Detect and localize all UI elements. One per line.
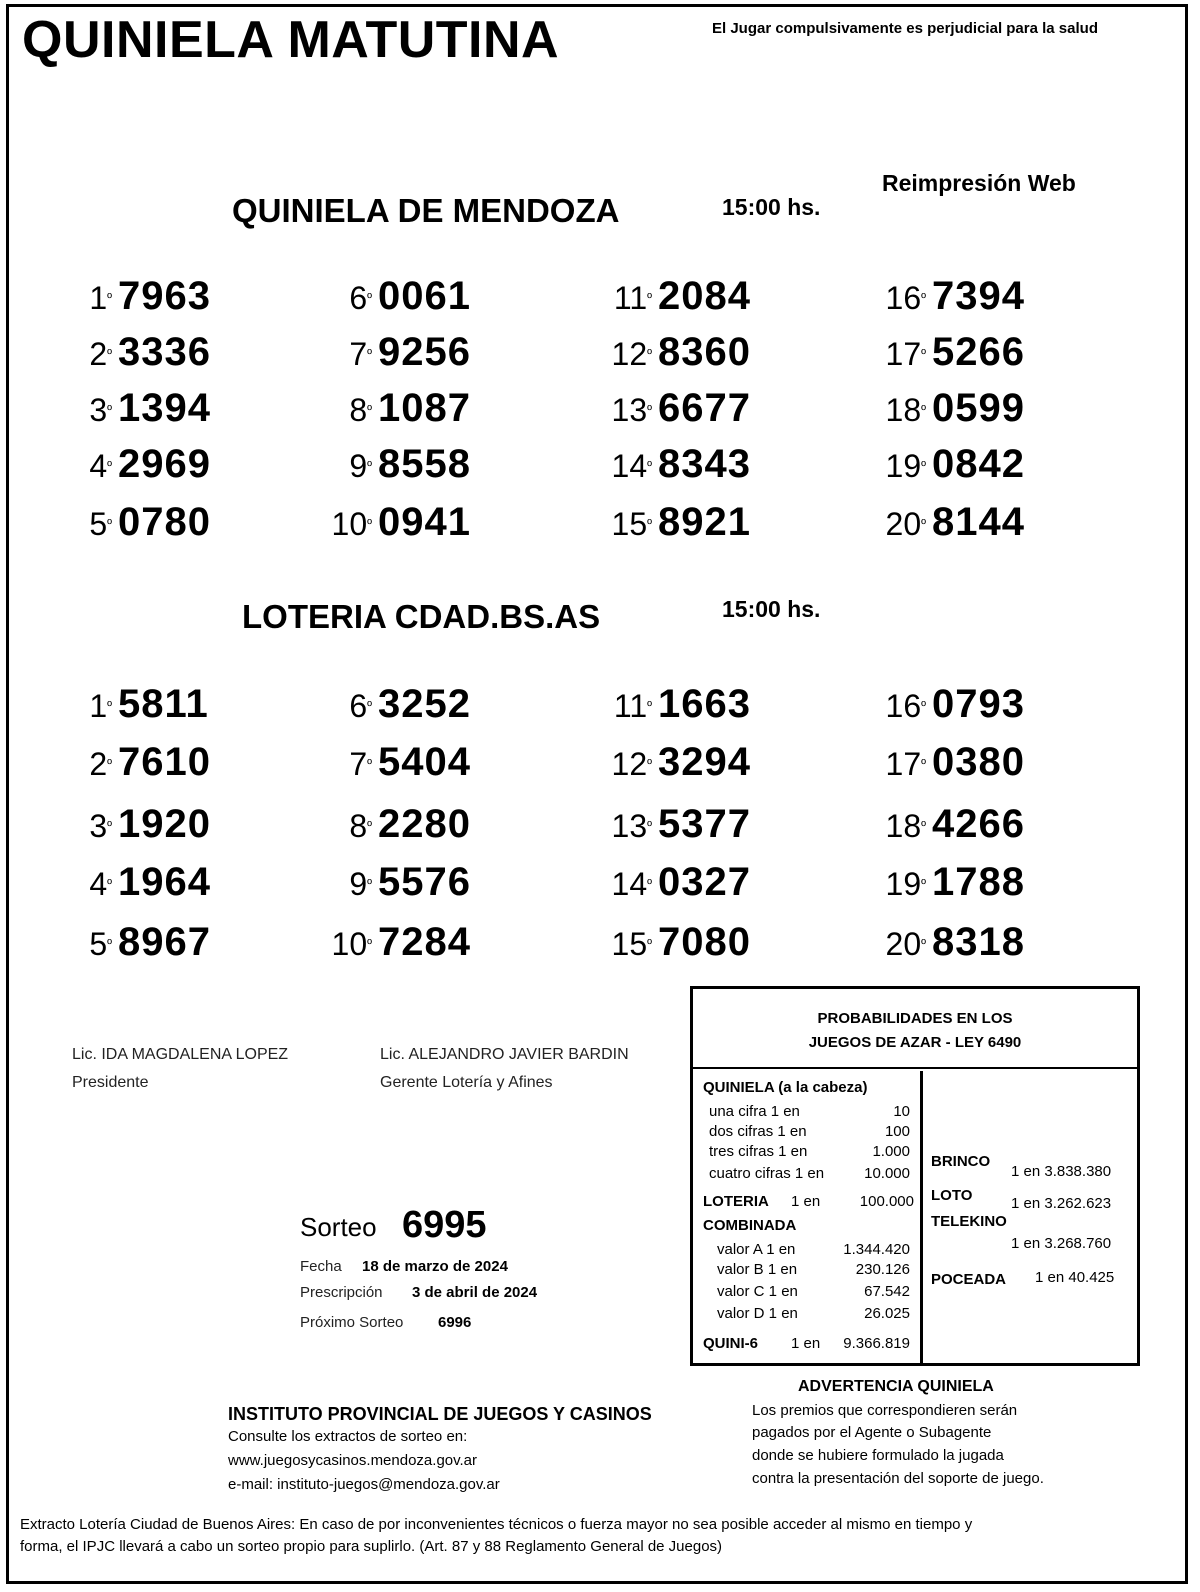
result-position-wrap xyxy=(864,808,926,845)
institute-email-link[interactable]: e-mail: instituto-juegos@mendoza.gov.ar xyxy=(228,1476,500,1493)
quiniela-prob-label: cuatro cifras 1 en xyxy=(709,1165,825,1182)
result-position-wrap xyxy=(864,866,926,903)
ordinal-mark: º xyxy=(107,516,112,532)
result-cell xyxy=(310,500,510,545)
result-position: 4 xyxy=(89,866,108,902)
result-cell xyxy=(50,740,250,785)
combinada-prob-title: COMBINADA xyxy=(703,1217,797,1234)
result-number: 0061 xyxy=(378,274,471,318)
result-cell xyxy=(590,330,790,375)
probabilities-box xyxy=(690,986,1140,1366)
quiniela-prob-value: 10 xyxy=(893,1103,910,1120)
result-position-wrap xyxy=(864,688,926,725)
result-position: 16 xyxy=(885,688,922,724)
advertencia-line: Los premios que correspondieren serán xyxy=(752,1402,1018,1419)
result-number: 5404 xyxy=(378,740,471,784)
results-row xyxy=(50,330,1150,382)
result-cell xyxy=(50,274,250,319)
result-cell xyxy=(590,500,790,545)
result-position-wrap xyxy=(590,926,652,963)
result-position-wrap xyxy=(310,866,372,903)
ordinal-mark: º xyxy=(921,756,926,772)
result-cell xyxy=(310,330,510,375)
result-number: 7080 xyxy=(658,920,751,964)
result-position-wrap xyxy=(50,866,112,903)
result-cell xyxy=(864,274,1064,319)
result-position: 18 xyxy=(885,808,922,844)
result-position-wrap xyxy=(310,392,372,429)
result-position: 14 xyxy=(611,866,648,902)
draw-date: 18 de marzo de 2024 xyxy=(362,1258,508,1275)
result-position-wrap xyxy=(50,336,112,373)
result-number: 2084 xyxy=(658,274,751,318)
result-number: 0842 xyxy=(932,442,1025,486)
institute-consult-text: Consulte los extractos de sorteo en: xyxy=(228,1428,468,1445)
result-position-wrap xyxy=(50,926,112,963)
ordinal-mark: º xyxy=(921,458,926,474)
quiniela-prob-label: una cifra 1 en xyxy=(709,1103,800,1120)
result-position: 4 xyxy=(89,448,108,484)
ordinal-mark: º xyxy=(107,876,112,892)
section-time-mendoza: 15:00 hs. xyxy=(722,194,821,220)
signature-name-2: Lic. ALEJANDRO JAVIER BARDIN xyxy=(380,1046,629,1063)
result-number: 2969 xyxy=(118,442,211,486)
result-cell xyxy=(310,274,510,319)
ordinal-mark: º xyxy=(647,290,652,306)
result-position-wrap xyxy=(50,448,112,485)
ordinal-mark: º xyxy=(367,290,372,306)
result-position: 17 xyxy=(885,746,922,782)
result-position: 13 xyxy=(611,392,648,428)
result-cell xyxy=(590,442,790,487)
results-row xyxy=(50,274,1150,326)
result-position: 20 xyxy=(885,926,922,962)
ordinal-mark: º xyxy=(921,290,926,306)
result-number: 8921 xyxy=(658,500,751,544)
result-position: 5 xyxy=(89,926,108,962)
result-cell xyxy=(864,802,1064,847)
result-position-wrap xyxy=(864,506,926,543)
ordinal-mark: º xyxy=(367,818,372,834)
result-position-wrap xyxy=(50,688,112,725)
result-position: 6 xyxy=(349,280,368,316)
result-number: 1788 xyxy=(932,860,1025,904)
result-number: 1087 xyxy=(378,386,471,430)
result-number: 7963 xyxy=(118,274,211,318)
result-cell xyxy=(310,740,510,785)
result-cell xyxy=(50,920,250,965)
ordinal-mark: º xyxy=(107,756,112,772)
result-position: 13 xyxy=(611,808,648,844)
ordinal-mark: º xyxy=(107,346,112,362)
result-number: 0380 xyxy=(932,740,1025,784)
result-number: 2280 xyxy=(378,802,471,846)
result-position-wrap xyxy=(310,688,372,725)
ordinal-mark: º xyxy=(107,290,112,306)
advertencia-line: donde se hubiere formulado la jugada xyxy=(752,1447,1004,1464)
result-position: 9 xyxy=(349,866,368,902)
result-position: 3 xyxy=(89,392,108,428)
ordinal-mark: º xyxy=(647,346,652,362)
quiniela-prob-label: dos cifras 1 en xyxy=(709,1123,807,1140)
result-number: 0327 xyxy=(658,860,751,904)
result-position: 3 xyxy=(89,808,108,844)
result-cell xyxy=(310,386,510,431)
ordinal-mark: º xyxy=(647,876,652,892)
section-time-loteria: 15:00 hs. xyxy=(722,596,821,622)
probabilities-title-line2: JUEGOS DE AZAR - LEY 6490 xyxy=(808,1034,1022,1051)
combinada-prob-value: 26.025 xyxy=(864,1305,910,1322)
next-draw-label: Próximo Sorteo xyxy=(300,1314,404,1331)
signature-role-1: Presidente xyxy=(72,1074,149,1091)
result-number: 9256 xyxy=(378,330,471,374)
result-position-wrap xyxy=(864,392,926,429)
result-position: 5 xyxy=(89,506,108,542)
combinada-prob-value: 1.344.420 xyxy=(843,1241,910,1258)
ordinal-mark: º xyxy=(647,402,652,418)
result-position: 9 xyxy=(349,448,368,484)
ordinal-mark: º xyxy=(107,402,112,418)
page-title: QUINIELA MATUTINA xyxy=(22,11,560,69)
ordinal-mark: º xyxy=(921,402,926,418)
result-number: 7610 xyxy=(118,740,211,784)
draw-prescription: 3 de abril de 2024 xyxy=(412,1284,538,1301)
result-position: 7 xyxy=(349,746,368,782)
results-row xyxy=(50,500,1150,552)
result-position-wrap xyxy=(864,746,926,783)
result-position: 14 xyxy=(611,448,648,484)
result-cell xyxy=(50,860,250,905)
result-number: 3252 xyxy=(378,682,471,726)
result-position: 15 xyxy=(611,926,648,962)
result-cell xyxy=(50,442,250,487)
ordinal-mark: º xyxy=(647,458,652,474)
quiniela-prob-value: 1.000 xyxy=(872,1143,910,1160)
quiniela-prob-value: 100 xyxy=(884,1123,910,1140)
result-cell xyxy=(50,386,250,431)
result-position-wrap xyxy=(310,336,372,373)
quini6-prob-en: 1 en xyxy=(791,1335,821,1352)
result-number: 8144 xyxy=(932,500,1025,544)
result-position: 1 xyxy=(89,688,108,724)
result-number: 6677 xyxy=(658,386,751,430)
ordinal-mark: º xyxy=(921,346,926,362)
result-cell xyxy=(864,920,1064,965)
results-row xyxy=(50,920,1150,972)
result-number: 8343 xyxy=(658,442,751,486)
result-position: 18 xyxy=(885,392,922,428)
result-position-wrap xyxy=(590,392,652,429)
ordinal-mark: º xyxy=(647,936,652,952)
result-cell xyxy=(590,386,790,431)
result-cell xyxy=(590,860,790,905)
result-number: 1964 xyxy=(118,860,211,904)
result-position: 2 xyxy=(89,746,108,782)
ordinal-mark: º xyxy=(647,698,652,714)
result-cell xyxy=(590,802,790,847)
ordinal-mark: º xyxy=(647,756,652,772)
ordinal-mark: º xyxy=(367,402,372,418)
result-cell xyxy=(50,330,250,375)
ordinal-mark: º xyxy=(921,876,926,892)
result-position-wrap xyxy=(50,808,112,845)
institute-website-link[interactable]: www.juegosycasinos.mendoza.gov.ar xyxy=(228,1452,478,1469)
result-cell xyxy=(310,920,510,965)
result-cell xyxy=(310,442,510,487)
result-cell xyxy=(310,802,510,847)
result-number: 5377 xyxy=(658,802,751,846)
ordinal-mark: º xyxy=(107,818,112,834)
result-position-wrap xyxy=(864,926,926,963)
result-position: 1 xyxy=(89,280,108,316)
result-position: 16 xyxy=(885,280,922,316)
result-cell xyxy=(864,682,1064,727)
loto-prob-label: LOTO xyxy=(931,1187,973,1204)
result-position-wrap xyxy=(50,746,112,783)
result-cell xyxy=(590,682,790,727)
result-number: 1663 xyxy=(658,682,751,726)
ordinal-mark: º xyxy=(921,516,926,532)
quini6-prob-value: 9.366.819 xyxy=(843,1335,910,1352)
result-number: 8318 xyxy=(932,920,1025,964)
result-position: 19 xyxy=(885,866,922,902)
results-row xyxy=(50,802,1150,854)
result-number: 8360 xyxy=(658,330,751,374)
result-position-wrap xyxy=(590,808,652,845)
draw-date-label: Fecha xyxy=(300,1258,342,1275)
result-position: 6 xyxy=(349,688,368,724)
result-number: 4266 xyxy=(932,802,1025,846)
result-position-wrap xyxy=(50,280,112,317)
quiniela-prob-label: tres cifras 1 en xyxy=(709,1143,808,1160)
poceada-prob-value: 1 en 40.425 xyxy=(1035,1269,1115,1286)
result-position: 17 xyxy=(885,336,922,372)
result-position-wrap xyxy=(590,866,652,903)
result-number: 5266 xyxy=(932,330,1025,374)
ordinal-mark: º xyxy=(107,698,112,714)
result-number: 0793 xyxy=(932,682,1025,726)
results-row xyxy=(50,860,1150,912)
result-position: 11 xyxy=(613,688,648,724)
result-position: 7 xyxy=(349,336,368,372)
result-position-wrap xyxy=(864,336,926,373)
footer-note-line1: Extracto Lotería Ciudad de Buenos Aires: En caso de por inconvenientes técnicos o fuerza mayor no sea posible acceder al mismo en tiempo y xyxy=(20,1516,973,1533)
advertencia-title: ADVERTENCIA QUINIELA xyxy=(798,1378,994,1395)
combinada-prob-value: 67.542 xyxy=(864,1283,910,1300)
results-row xyxy=(50,740,1150,792)
result-number: 8967 xyxy=(118,920,211,964)
ordinal-mark: º xyxy=(367,516,372,532)
result-number: 5811 xyxy=(118,682,209,726)
loteria-prob-en: 1 en xyxy=(791,1193,821,1210)
result-position-wrap xyxy=(590,746,652,783)
results-row xyxy=(50,682,1150,734)
result-position: 2 xyxy=(89,336,108,372)
result-position-wrap xyxy=(310,280,372,317)
result-position-wrap xyxy=(590,448,652,485)
result-position: 12 xyxy=(611,336,648,372)
combinada-prob-label: valor A 1 en xyxy=(717,1241,796,1258)
result-position: 19 xyxy=(885,448,922,484)
institute-name: INSTITUTO PROVINCIAL DE JUEGOS Y CASINOS xyxy=(228,1404,652,1424)
result-number: 1394 xyxy=(118,386,211,430)
ordinal-mark: º xyxy=(367,458,372,474)
result-cell xyxy=(50,500,250,545)
result-cell xyxy=(590,740,790,785)
ordinal-mark: º xyxy=(647,516,652,532)
quiniela-prob-value: 10.000 xyxy=(864,1165,910,1182)
next-draw-number: 6996 xyxy=(438,1314,472,1331)
ordinal-mark: º xyxy=(367,876,372,892)
brinco-prob-value: 1 en 3.838.380 xyxy=(1011,1163,1112,1180)
result-number: 3294 xyxy=(658,740,751,784)
combinada-prob-label: valor B 1 en xyxy=(717,1261,798,1278)
result-number: 5576 xyxy=(378,860,471,904)
result-number: 7284 xyxy=(378,920,471,964)
result-cell xyxy=(310,682,510,727)
draw-label: Sorteo xyxy=(300,1212,377,1242)
result-position: 12 xyxy=(611,746,648,782)
ordinal-mark: º xyxy=(647,818,652,834)
result-number: 3336 xyxy=(118,330,211,374)
result-cell xyxy=(50,682,250,727)
result-position-wrap xyxy=(590,336,652,373)
results-row xyxy=(50,442,1150,494)
ordinal-mark: º xyxy=(367,756,372,772)
result-number: 0780 xyxy=(118,500,211,544)
loto-prob-value: 1 en 3.262.623 xyxy=(1011,1195,1112,1212)
quiniela-prob-title: QUINIELA (a la cabeza) xyxy=(703,1079,868,1096)
results-row xyxy=(50,386,1150,438)
combinada-prob-label: valor D 1 en xyxy=(717,1305,798,1322)
result-position: 10 xyxy=(331,926,368,962)
draw-prescription-label: Prescripción xyxy=(300,1284,383,1301)
result-number: 0599 xyxy=(932,386,1025,430)
combinada-prob-label: valor C 1 en xyxy=(717,1283,798,1300)
advertencia-line: pagados por el Agente o Subagente xyxy=(752,1424,992,1441)
result-position: 11 xyxy=(613,280,648,316)
result-position-wrap xyxy=(50,506,112,543)
result-position-wrap xyxy=(310,926,372,963)
result-cell xyxy=(864,740,1064,785)
result-cell xyxy=(310,860,510,905)
probabilities-header xyxy=(693,989,1137,1069)
ordinal-mark: º xyxy=(921,936,926,952)
result-position-wrap xyxy=(590,506,652,543)
result-cell xyxy=(590,274,790,319)
result-position-wrap xyxy=(310,448,372,485)
result-cell xyxy=(864,386,1064,431)
footer-note-line2: forma, el IPJC llevará a cabo un sorteo propio para suplirlo. (Art. 87 y 88 Reglamento General de Juegos) xyxy=(20,1538,723,1555)
section-title-mendoza: QUINIELA DE MENDOZA xyxy=(232,192,620,229)
brinco-prob-label: BRINCO xyxy=(931,1153,991,1170)
section-title-loteria: LOTERIA CDAD.BS.AS xyxy=(242,598,601,635)
result-number: 1920 xyxy=(118,802,211,846)
result-position: 8 xyxy=(349,392,368,428)
ordinal-mark: º xyxy=(107,458,112,474)
result-position-wrap xyxy=(864,448,926,485)
result-position-wrap xyxy=(310,506,372,543)
result-position-wrap xyxy=(864,280,926,317)
ordinal-mark: º xyxy=(921,818,926,834)
result-position-wrap xyxy=(590,280,652,317)
result-number: 7394 xyxy=(932,274,1025,318)
signature-role-2: Gerente Lotería y Afines xyxy=(380,1074,553,1091)
result-position: 10 xyxy=(331,506,368,542)
loteria-prob-label: LOTERIA xyxy=(703,1193,769,1210)
ordinal-mark: º xyxy=(367,346,372,362)
ordinal-mark: º xyxy=(367,698,372,714)
health-warning: El Jugar compulsivamente es perjudicial para la salud xyxy=(712,20,1098,37)
result-position: 8 xyxy=(349,808,368,844)
result-cell xyxy=(864,860,1064,905)
ordinal-mark: º xyxy=(367,936,372,952)
result-position: 20 xyxy=(885,506,922,542)
draw-number: 6995 xyxy=(402,1204,487,1246)
probabilities-title-line1: PROBABILIDADES EN LOS xyxy=(817,1010,1013,1027)
signature-name-1: Lic. IDA MAGDALENA LOPEZ xyxy=(72,1046,289,1063)
result-position-wrap xyxy=(310,808,372,845)
combinada-prob-value: 230.126 xyxy=(855,1261,910,1278)
ordinal-mark: º xyxy=(921,698,926,714)
result-position-wrap xyxy=(310,746,372,783)
result-cell xyxy=(864,330,1064,375)
advertencia-line: contra la presentación del soporte de juego. xyxy=(752,1470,1044,1487)
result-cell xyxy=(50,802,250,847)
reprint-label: Reimpresión Web xyxy=(882,170,1076,196)
telekino-prob-value: 1 en 3.268.760 xyxy=(1011,1235,1112,1252)
result-number: 0941 xyxy=(378,500,471,544)
result-cell xyxy=(590,920,790,965)
loteria-prob-value: 100.000 xyxy=(859,1193,914,1210)
result-cell xyxy=(864,500,1064,545)
telekino-prob-label: TELEKINO xyxy=(931,1213,1007,1230)
result-cell xyxy=(864,442,1064,487)
result-position: 15 xyxy=(611,506,648,542)
result-position-wrap xyxy=(590,688,652,725)
poceada-prob-label: POCEADA xyxy=(931,1271,1007,1288)
ordinal-mark: º xyxy=(107,936,112,952)
probabilities-left-column xyxy=(693,1071,923,1363)
quini6-prob-label: QUINI-6 xyxy=(703,1335,759,1352)
result-number: 8558 xyxy=(378,442,471,486)
result-position-wrap xyxy=(50,392,112,429)
